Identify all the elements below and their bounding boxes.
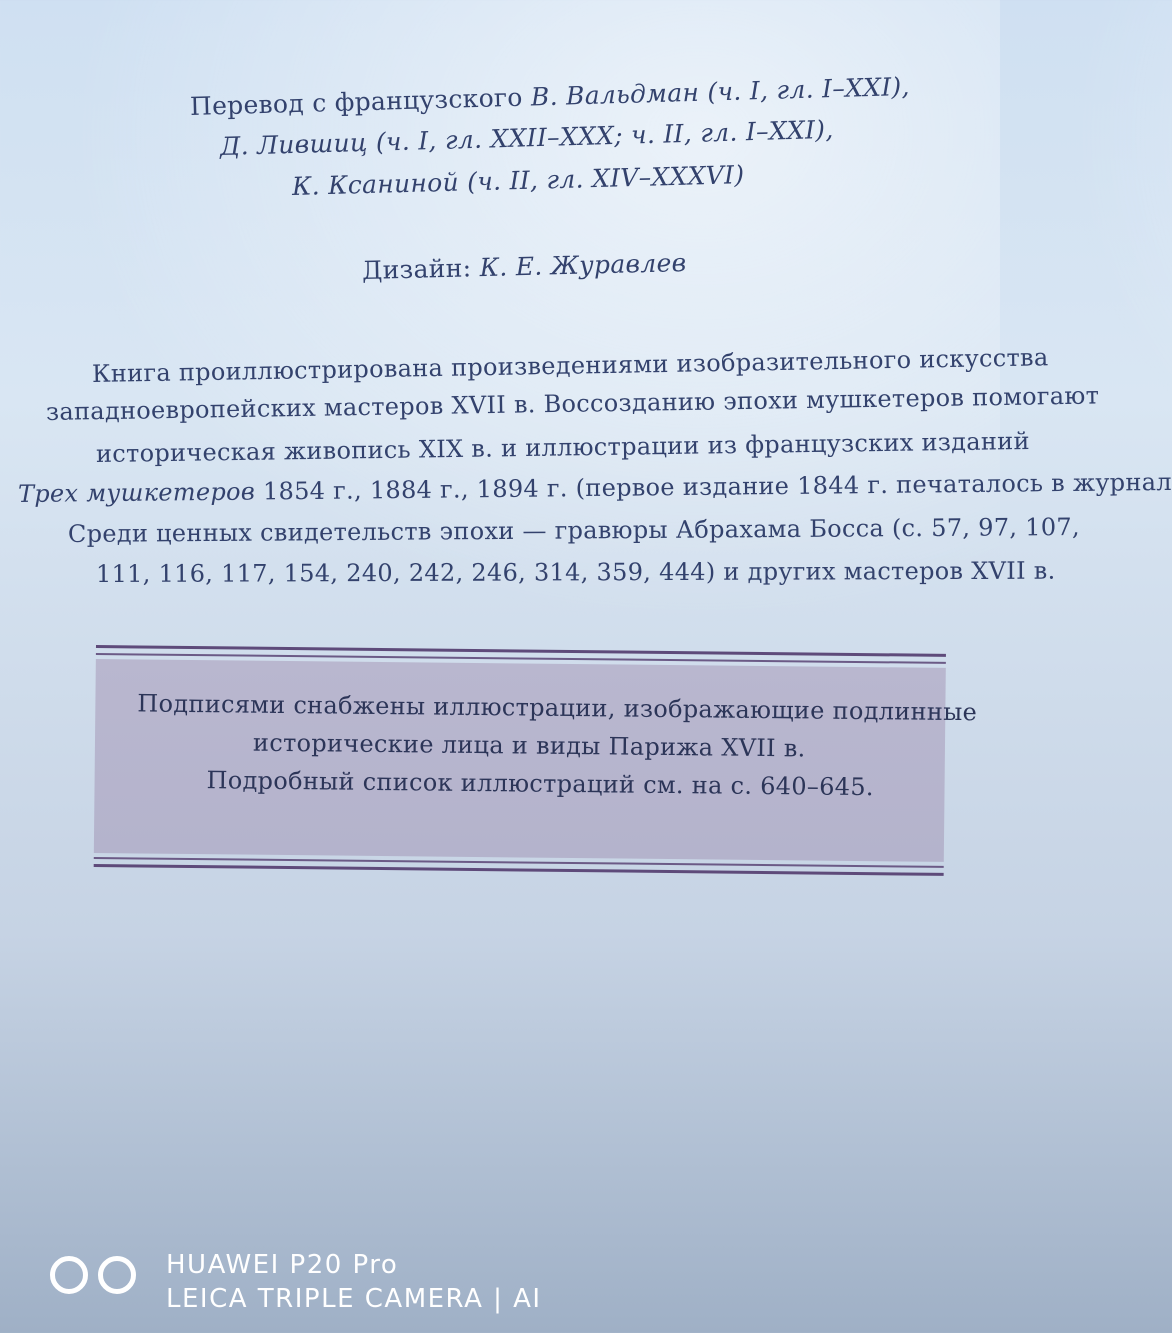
- leica-rings-icon: [50, 1256, 88, 1294]
- design-credit: [362, 248, 687, 285]
- camera-model: HUAWEI P20 Pro: [166, 1250, 399, 1280]
- translator-3: К. Ксаниной (ч. II, гл. XIV–XXXVI): [291, 160, 745, 201]
- description-line-4-rest: 1854 г., 1884 г., 1894 г. (первое издание 1844 г. печаталось в журнал: [254, 467, 1172, 506]
- translator-2: Д. Лившиц (ч. I, гл. XXII–XXX; ч. II, гл. I–XXI),: [219, 114, 834, 161]
- description-line-2: западноевропейских мастеров XVII в. Воссозданию эпохи мушкетеров помогают: [45, 381, 1100, 426]
- book-title: Трех мушкетеров: [17, 477, 256, 508]
- description-line-6: 111, 116, 117, 154, 240, 242, 246, 314, 359, 444) и других мастеров XVII в.: [95, 556, 1056, 588]
- note-box: [94, 645, 978, 876]
- description-line-3: историческая живопись XIX в. и иллюстрации из французских изданий: [95, 426, 1030, 468]
- camera-watermark: [50, 1252, 610, 1312]
- translation-line-1: [190, 72, 910, 121]
- translator-1: В. Вальдман (ч. I, гл. I–XXI),: [530, 71, 911, 112]
- description-line-5: Среди ценных свидетельств эпохи — гравюры Абрахама Босса (с. 57, 97, 107,: [67, 512, 1080, 548]
- note-line-1: Подписями снабжены иллюстрации, изображающие подлинные: [137, 689, 978, 727]
- note-line-3: Подробный список иллюстраций см. на с. 640–645.: [206, 766, 874, 802]
- leica-ring-icon: [98, 1256, 136, 1294]
- camera-lens: LEICA TRIPLE CAMERA | AI: [166, 1284, 542, 1314]
- note-line-2: исторические лица и виды Парижа XVII в.: [252, 728, 806, 763]
- translation-label: Перевод с французского: [189, 82, 524, 121]
- description-line-1: Книга проиллюстрирована произведениями изобразительного искусства: [91, 343, 1049, 388]
- design-label: Дизайн:: [361, 253, 472, 285]
- designer-name: К. Е. Журавлев: [479, 248, 687, 283]
- description-line-4: [18, 468, 1172, 508]
